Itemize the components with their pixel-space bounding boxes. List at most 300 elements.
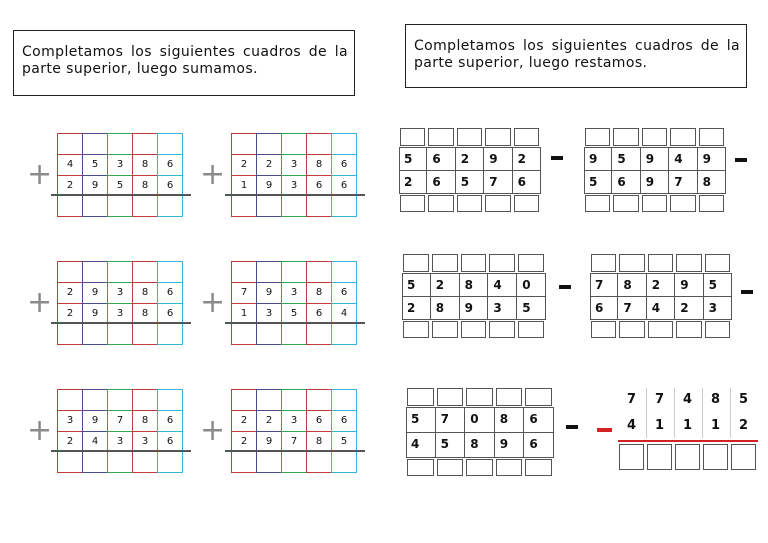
digit: 8	[141, 415, 149, 426]
empty-box	[699, 128, 724, 146]
digit: 5	[340, 436, 348, 447]
digit: 5	[116, 180, 124, 191]
empty-box	[400, 128, 425, 146]
digit: 5	[407, 278, 416, 292]
empty-box	[619, 254, 644, 272]
empty-box	[407, 388, 434, 406]
digit-cell	[57, 431, 83, 452]
digit-cell	[231, 431, 257, 452]
digit: 2	[240, 159, 248, 170]
empty-cell	[231, 323, 257, 345]
number-frame	[406, 407, 554, 458]
digit: 9	[489, 152, 498, 166]
empty-box	[619, 321, 644, 338]
sum-line	[225, 194, 365, 196]
empty-box	[648, 254, 673, 272]
digit: 2	[680, 301, 689, 315]
digit-cell	[281, 431, 307, 452]
digit: 8	[141, 308, 149, 319]
minus-sign	[566, 425, 578, 429]
digit-cell	[231, 154, 257, 176]
digit: 5	[440, 437, 449, 451]
digit-cell	[256, 175, 282, 196]
digit-cell	[82, 410, 108, 432]
empty-cell	[57, 389, 83, 411]
digit: 8	[141, 287, 149, 298]
digit-cell	[57, 154, 83, 176]
digit-cell	[132, 303, 158, 324]
digit-cell	[132, 410, 158, 432]
digit: 2	[517, 152, 526, 166]
empty-box	[485, 195, 510, 212]
empty-box	[670, 128, 695, 146]
subtraction-grid	[399, 127, 541, 213]
empty-box	[437, 388, 464, 406]
digit-cell	[256, 410, 282, 432]
digit-cell	[256, 154, 282, 176]
empty-cell	[256, 323, 282, 345]
digit-cell	[306, 282, 332, 304]
digit: 8	[315, 159, 323, 170]
digit: 9	[265, 180, 273, 191]
empty-box	[514, 128, 539, 146]
minus-sign-red	[597, 428, 612, 432]
digit-cell	[107, 175, 133, 196]
sum-line	[51, 450, 191, 452]
digit-cell	[82, 431, 108, 452]
digit-cell	[331, 410, 357, 432]
empty-box	[400, 195, 425, 212]
minus-sign	[559, 285, 571, 289]
digit-cell	[331, 431, 357, 452]
empty-cell	[107, 261, 133, 283]
digit-cell	[281, 154, 307, 176]
digit-cell	[82, 282, 108, 304]
digit: 6	[166, 159, 174, 170]
digit: 5	[91, 159, 99, 170]
digit: 3	[116, 436, 124, 447]
subtraction-grid	[406, 387, 554, 477]
plus-sign: +	[27, 157, 53, 192]
empty-box	[676, 254, 701, 272]
digit: 2	[651, 278, 661, 292]
digit-cell	[281, 175, 307, 196]
addition-grid	[57, 389, 191, 472]
empty-box	[432, 254, 458, 272]
digit-cell	[306, 303, 332, 324]
digit: 4	[411, 437, 420, 451]
digit-cell	[57, 410, 83, 432]
digit-cell	[82, 303, 108, 324]
empty-cell	[82, 195, 108, 217]
digit: 2	[66, 180, 74, 191]
empty-cell	[231, 195, 257, 217]
digit: 4	[627, 418, 637, 433]
digit-cell	[306, 431, 332, 452]
cell-separator	[702, 388, 703, 438]
digit-cell	[157, 410, 183, 432]
digit-cell	[331, 175, 357, 196]
sum-line	[51, 322, 191, 324]
digit: 2	[265, 415, 273, 426]
digit: 9	[702, 152, 711, 166]
empty-cell	[107, 323, 133, 345]
digit-cell	[132, 175, 158, 196]
digit-cell	[231, 303, 257, 324]
digit: 9	[91, 415, 99, 426]
empty-box	[648, 321, 673, 338]
empty-cell	[57, 133, 83, 155]
digit: 9	[589, 152, 598, 166]
empty-box	[731, 444, 756, 470]
digit-cell	[132, 431, 158, 452]
empty-box	[675, 444, 700, 470]
digit: 7	[655, 392, 665, 407]
digit: 6	[315, 308, 323, 319]
digit: 5	[708, 278, 717, 292]
digit: 9	[91, 180, 99, 191]
empty-cell	[82, 133, 108, 155]
empty-cell	[107, 133, 133, 155]
digit: 8	[315, 436, 323, 447]
digit: 8	[464, 278, 473, 292]
digit: 2	[265, 159, 273, 170]
digit: 9	[499, 437, 509, 451]
empty-cell	[281, 195, 307, 217]
digit-cell	[132, 154, 158, 176]
digit: 6	[340, 180, 348, 191]
subtraction-grid	[590, 253, 732, 339]
empty-cell	[306, 389, 332, 411]
digit: 0	[470, 412, 479, 426]
digit: 2	[404, 175, 413, 189]
digit-cell	[57, 303, 83, 324]
empty-cell	[157, 451, 183, 473]
digit: 2	[240, 415, 248, 426]
empty-box	[670, 195, 695, 212]
number-frame	[584, 147, 726, 194]
digit: 3	[116, 159, 124, 170]
empty-box	[619, 444, 644, 470]
digit: 8	[623, 278, 632, 292]
digit: 6	[166, 436, 174, 447]
digit: 6	[315, 180, 323, 191]
digit-cell	[281, 410, 307, 432]
empty-cell	[281, 389, 307, 411]
empty-cell	[57, 195, 83, 217]
digit: 3	[265, 308, 273, 319]
empty-box	[403, 321, 429, 338]
empty-box	[518, 321, 544, 338]
plus-sign: +	[200, 157, 226, 192]
digit: 6	[166, 308, 174, 319]
digit-cell	[157, 175, 183, 196]
plus-sign: +	[27, 413, 53, 448]
digit: 7	[623, 301, 632, 315]
subtraction-instructions: Completamos los siguientes cuadros de la parte superior, luego restamos.	[405, 24, 747, 88]
digit: 7	[489, 175, 498, 189]
empty-cell	[132, 451, 158, 473]
digit: 5	[290, 308, 298, 319]
empty-cell	[82, 451, 108, 473]
digit: 9	[265, 436, 273, 447]
empty-cell	[256, 389, 282, 411]
digit-cell	[306, 410, 332, 432]
digit-cell	[107, 410, 133, 432]
sum-line	[51, 194, 191, 196]
empty-box	[489, 254, 515, 272]
plus-sign: +	[27, 285, 53, 320]
number-frame	[399, 147, 541, 194]
sum-line	[225, 450, 365, 452]
empty-cell	[281, 451, 307, 473]
digit-cell	[231, 410, 257, 432]
digit: 6	[340, 415, 348, 426]
empty-cell	[331, 133, 357, 155]
digit-cell	[157, 282, 183, 304]
digit: 2	[66, 308, 74, 319]
empty-box	[585, 195, 610, 212]
empty-cell	[82, 261, 108, 283]
digit: 2	[435, 278, 445, 292]
digit-cell	[281, 282, 307, 304]
digit: 6	[315, 415, 323, 426]
sum-line	[225, 322, 365, 324]
digit: 1	[240, 308, 248, 319]
empty-box	[518, 254, 544, 272]
plus-sign: +	[200, 413, 226, 448]
empty-cell	[231, 451, 257, 473]
digit: 5	[411, 412, 420, 426]
digit: 6	[529, 412, 538, 426]
digit: 4	[66, 159, 74, 170]
digit-cell	[157, 303, 183, 324]
empty-cell	[231, 389, 257, 411]
empty-box	[705, 321, 730, 338]
empty-cell	[281, 261, 307, 283]
digit: 5	[617, 152, 626, 166]
digit-cell	[57, 175, 83, 196]
digit: 3	[141, 436, 149, 447]
digit: 9	[91, 308, 99, 319]
digit-cell	[231, 282, 257, 304]
digit: 3	[290, 159, 298, 170]
digit: 2	[66, 436, 74, 447]
digit-cell	[157, 431, 183, 452]
digit: 3	[66, 415, 74, 426]
empty-box	[613, 195, 638, 212]
cell-separator	[674, 388, 675, 438]
digit: 5	[522, 301, 531, 315]
empty-cell	[281, 323, 307, 345]
empty-box	[466, 388, 493, 406]
digit: 4	[674, 152, 683, 166]
digit-cell	[82, 154, 108, 176]
digit: 7	[116, 415, 124, 426]
digit: 1	[711, 418, 721, 433]
result-line	[618, 440, 758, 442]
empty-box	[699, 195, 724, 212]
digit-cell	[256, 431, 282, 452]
empty-cell	[57, 261, 83, 283]
cell-separator	[646, 388, 647, 438]
digit: 6	[529, 437, 538, 451]
digit: 7	[290, 436, 298, 447]
empty-cell	[107, 389, 133, 411]
digit-cell	[107, 431, 133, 452]
digit: 3	[493, 301, 502, 315]
digit: 0	[522, 278, 531, 292]
empty-cell	[306, 195, 332, 217]
digit: 2	[460, 152, 470, 166]
digit: 4	[340, 308, 348, 319]
empty-cell	[107, 195, 133, 217]
empty-cell	[57, 451, 83, 473]
empty-cell	[306, 261, 332, 283]
digit: 8	[435, 301, 445, 315]
digit: 6	[432, 175, 441, 189]
digit: 8	[141, 159, 149, 170]
digit: 7	[627, 392, 637, 407]
digit: 6	[166, 415, 174, 426]
empty-cell	[256, 195, 282, 217]
digit-cell	[132, 282, 158, 304]
addition-grid	[57, 261, 191, 344]
digit: 5	[460, 175, 470, 189]
digit: 4	[683, 392, 693, 407]
digit: 6	[166, 180, 174, 191]
digit: 3	[290, 287, 298, 298]
empty-box	[496, 459, 523, 476]
empty-box	[642, 128, 667, 146]
subtraction-grid	[616, 386, 760, 472]
empty-cell	[107, 451, 133, 473]
empty-box	[585, 128, 610, 146]
empty-cell	[256, 261, 282, 283]
digit: 3	[290, 180, 298, 191]
digit-cell	[57, 282, 83, 304]
number-frame	[402, 273, 546, 320]
digit: 9	[680, 278, 689, 292]
digit: 6	[432, 152, 441, 166]
empty-box	[642, 195, 667, 212]
digit-cell	[157, 154, 183, 176]
addition-grid	[57, 133, 191, 216]
digit: 4	[651, 301, 661, 315]
subtraction-grid	[584, 127, 726, 213]
empty-cell	[306, 323, 332, 345]
digit: 3	[116, 287, 124, 298]
digit-cell	[107, 282, 133, 304]
digit: 9	[91, 287, 99, 298]
addition-instructions: Completamos los siguientes cuadros de la parte superior, luego sumamos.	[13, 30, 355, 96]
empty-cell	[281, 133, 307, 155]
empty-box	[591, 254, 616, 272]
empty-cell	[231, 261, 257, 283]
digit: 7	[595, 278, 604, 292]
digit: 1	[683, 418, 693, 433]
empty-box	[428, 195, 453, 212]
empty-cell	[157, 261, 183, 283]
empty-box	[432, 321, 458, 338]
digit: 1	[240, 180, 248, 191]
digit: 1	[655, 418, 665, 433]
digit: 2	[66, 287, 74, 298]
minus-sign	[741, 290, 753, 294]
digit-cell	[256, 282, 282, 304]
digit-cell	[107, 303, 133, 324]
digit: 6	[166, 287, 174, 298]
digit-cell	[306, 154, 332, 176]
subtraction-grid	[402, 253, 546, 339]
digit: 4	[91, 436, 99, 447]
empty-box	[485, 128, 510, 146]
number-frame	[590, 273, 732, 320]
digit: 7	[674, 175, 683, 189]
digit: 3	[116, 308, 124, 319]
empty-box	[525, 388, 552, 406]
empty-box	[705, 254, 730, 272]
empty-cell	[157, 133, 183, 155]
digit: 8	[702, 175, 711, 189]
digit: 8	[315, 287, 323, 298]
digit-cell	[281, 303, 307, 324]
digit: 5	[739, 392, 749, 407]
empty-cell	[57, 323, 83, 345]
digit: 8	[141, 180, 149, 191]
empty-cell	[331, 323, 357, 345]
empty-cell	[157, 323, 183, 345]
empty-cell	[157, 389, 183, 411]
digit: 2	[407, 301, 416, 315]
digit: 3	[708, 301, 717, 315]
empty-cell	[256, 133, 282, 155]
empty-box	[437, 459, 464, 476]
digit: 6	[617, 175, 626, 189]
empty-cell	[256, 451, 282, 473]
empty-cell	[306, 451, 332, 473]
empty-box	[591, 321, 616, 338]
empty-box	[613, 128, 638, 146]
empty-box	[514, 195, 539, 212]
empty-box	[496, 388, 523, 406]
digit: 6	[595, 301, 604, 315]
empty-cell	[132, 323, 158, 345]
empty-box	[403, 254, 429, 272]
empty-cell	[82, 389, 108, 411]
empty-box	[676, 321, 701, 338]
digit: 5	[404, 152, 413, 166]
digit: 9	[645, 175, 655, 189]
addition-grid	[231, 261, 365, 344]
addition-grid	[231, 133, 365, 216]
digit: 9	[464, 301, 473, 315]
empty-box	[703, 444, 728, 470]
empty-cell	[331, 195, 357, 217]
digit: 7	[240, 287, 248, 298]
digit-cell	[331, 282, 357, 304]
empty-box	[466, 459, 493, 476]
empty-box	[489, 321, 515, 338]
digit-cell	[107, 154, 133, 176]
empty-cell	[82, 323, 108, 345]
digit: 8	[470, 437, 479, 451]
digit-cell	[256, 303, 282, 324]
empty-box	[461, 254, 487, 272]
empty-box	[525, 459, 552, 476]
empty-cell	[132, 261, 158, 283]
digit: 9	[265, 287, 273, 298]
